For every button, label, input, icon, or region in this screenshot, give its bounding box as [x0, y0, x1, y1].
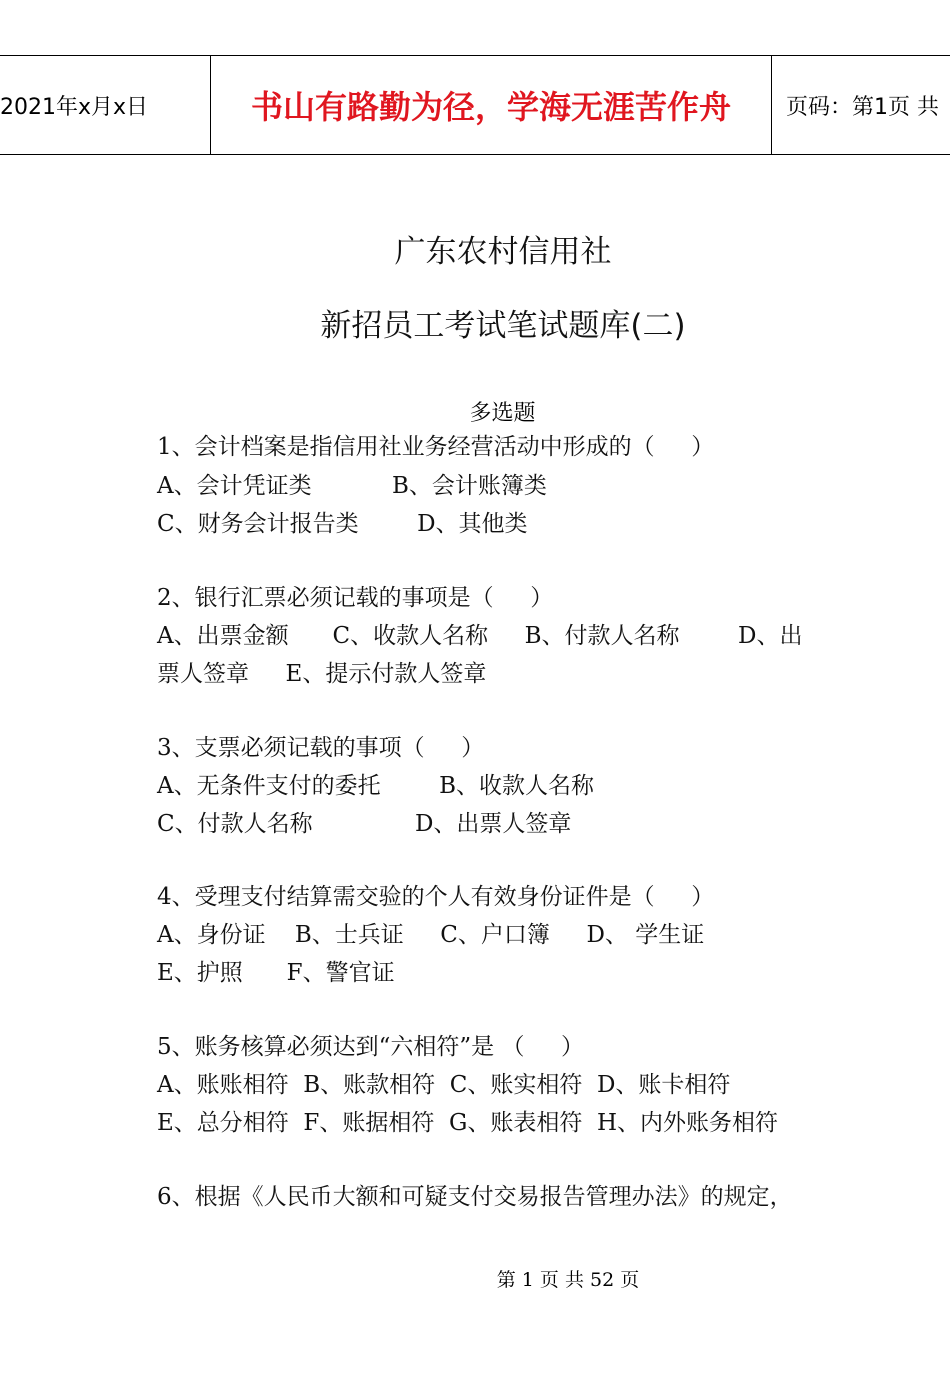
- question-3-options-a: A、无条件支付的委托 B、收款人名称: [157, 773, 594, 799]
- question-2-stem: 2、银行汇票必须记载的事项是（ ）: [157, 585, 554, 611]
- question-1-stem: 1、会计档案是指信用社业务经营活动中形成的（ ）: [157, 434, 715, 460]
- question-1-options-a: A、会计凭证类 B、会计账簿类: [157, 473, 547, 499]
- header-motto: 书山有路勤为径，学海无涯苦作舟: [211, 56, 772, 154]
- question-3-options-b: C、付款人名称 D、出票人签章: [157, 811, 572, 837]
- question-4-options-b: E、护照 F、警官证: [157, 960, 395, 986]
- question-2-options-b: 票人签章 E、提示付款人签章: [157, 661, 487, 687]
- doc-title-line1: 广东农村信用社: [394, 234, 612, 270]
- page-footer: 第 1 页 共 52 页: [496, 1269, 640, 1291]
- question-5-options-a: A、账账相符 B、账款相符 C、账实相符 D、账卡相符: [157, 1072, 731, 1098]
- document-header: [0, 55, 950, 155]
- question-5-stem: 5、账务核算必须达到“六相符”是 （ ）: [157, 1034, 585, 1060]
- question-5-options-b: E、总分相符 F、账据相符 G、账表相符 H、内外账务相符: [157, 1110, 779, 1136]
- header-date: 2021年x月x日: [0, 56, 211, 154]
- question-4-stem: 4、受理支付结算需交验的个人有效身份证件是（ ）: [157, 884, 715, 910]
- question-3-stem: 3、支票必须记载的事项（ ）: [157, 735, 485, 761]
- section-title: 多选题: [469, 401, 536, 426]
- doc-title-line2: 新招员工考试笔试题库(二): [320, 308, 686, 344]
- question-2-options-a: A、出票金额 C、收款人名称 B、付款人名称 D、出: [157, 623, 803, 649]
- header-page-label: 页码：第1页 共: [786, 94, 939, 120]
- question-1-options-b: C、财务会计报告类 D、其他类: [157, 511, 528, 537]
- question-4-options-a: A、身份证 B、士兵证 C、户口簿 D、 学生证: [157, 922, 705, 948]
- question-6-stem: 6、根据《人民币大额和可疑支付交易报告管理办法》的规定，: [157, 1184, 793, 1210]
